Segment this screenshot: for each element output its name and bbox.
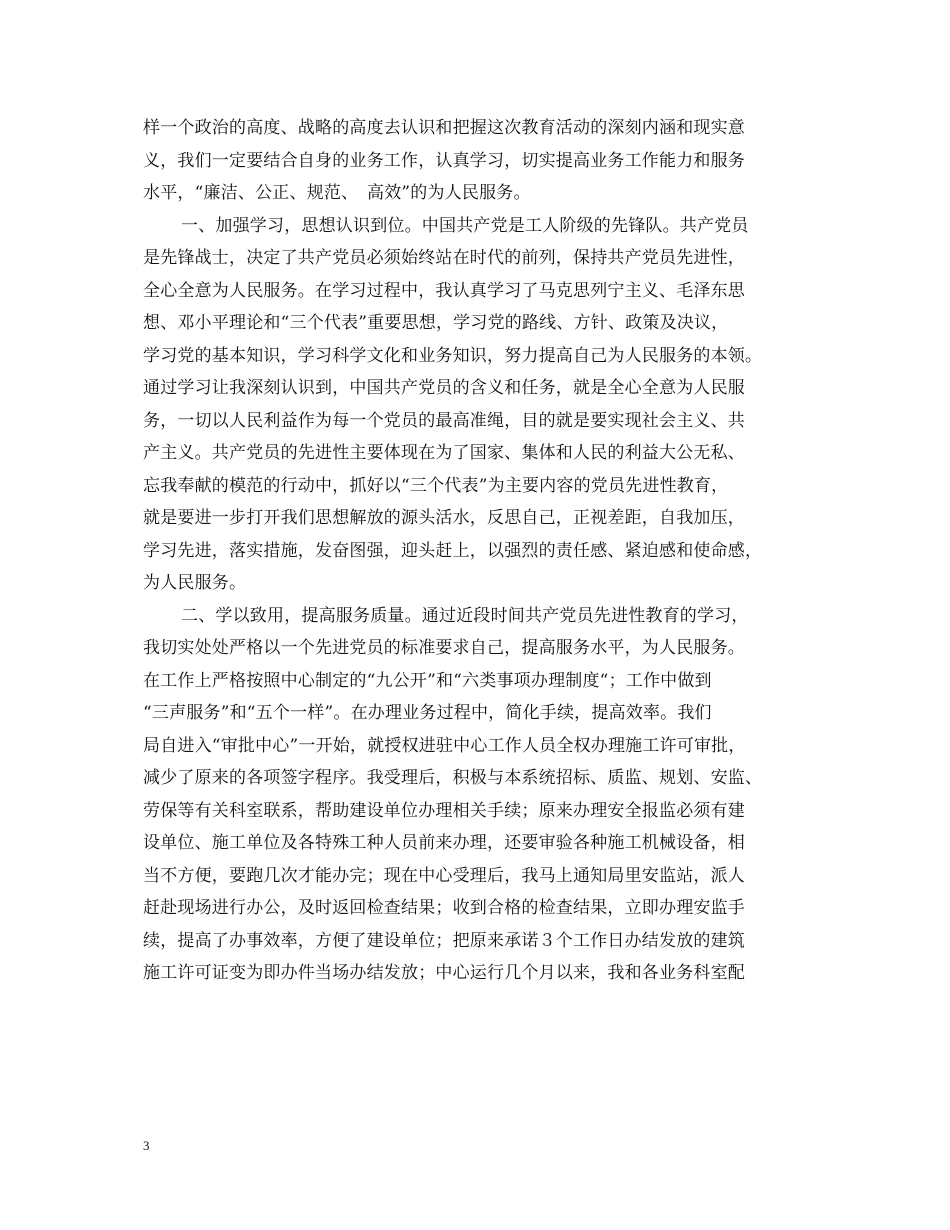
text-line: 产主义。共产党员的先进性主要体现在为了国家、集体和人民的利益大公无私、 xyxy=(143,443,745,463)
text-line: 水平，“廉洁、公正、规范、 高效”的为人民服务。 xyxy=(143,183,531,203)
text-line: 局自进入“审批中心”一开始，就授权进驻中心工作人员全权办理施工许可审批， xyxy=(143,735,746,756)
text-line: 学习党的基本知识，学习科学文化和业务知识，努力提高自己为人民服务的本领。 xyxy=(143,345,763,366)
text-line: 想、邓小平理论和“三个代表”重要思想，学习党的路线、方针、政策及决议， xyxy=(143,313,729,333)
text-line: 就是要进一步打开我们思想解放的源头活水，反思自己，正视差距，自我加压， xyxy=(143,508,745,528)
text-line: 减少了原来的各项签字程序。我受理后，积极与本系统招标、质监、规划、安监、 xyxy=(143,768,763,788)
text-line: 我切实处处严格以一个先进党员的标准要求自己，提高服务水平，为人民服务。 xyxy=(143,638,745,658)
text-line: 施工许可证变为即办件当场办结发放；中心运行几个月以来，我和各业务科室配 xyxy=(143,963,745,983)
text-line: 务，一切以人民利益作为每一个党员的最高准绳，目的就是要实现社会主义、共 xyxy=(143,410,745,431)
text-line: 劳保等有关科室联系，帮助建设单位办理相关手续；原来办理安全报监必须有建 xyxy=(143,800,745,821)
section-heading-line: 一、加强学习，思想认识到位。中国共产党是工人阶级的先锋队。共产党员 xyxy=(181,215,749,236)
text-line: 设单位、施工单位及各特殊工种人员前来办理，还要审验各种施工机械设备，相 xyxy=(143,833,745,853)
text-line: 忘我奉献的模范的行动中，抓好以“三个代表”为主要内容的党员先进性教育， xyxy=(143,475,729,496)
text-line: 当不方便，要跑几次才能办完；现在中心受理后，我马上通知局里安监站，派人 xyxy=(143,865,745,886)
text-line: 样一个政治的高度、战略的高度去认识和把握这次教育活动的深刻内涵和现实意 xyxy=(143,118,745,138)
text-line: 赶赴现场进行办公，及时返回检查结果；收到合格的检查结果，立即办理安监手 xyxy=(143,898,745,918)
text-line: 全心全意为人民服务。在学习过程中，我认真学习了马克思列宁主义、毛泽东思 xyxy=(143,280,745,301)
text-line: 学习先进，落实措施，发奋图强，迎头赶上，以强烈的责任感、紧迫感和使命感， xyxy=(143,540,763,561)
text-line: 通过学习让我深刻认识到，中国共产党员的含义和任务，就是全心全意为人民服 xyxy=(143,378,745,398)
text-line: 为人民服务。 xyxy=(143,573,247,593)
text-line: 在工作上严格按照中心制定的“九公开”和“六类事项办理制度“；工作中做到 xyxy=(143,670,712,691)
text-line: 续，提高了办事效率，方便了建设单位；把原来承诺３个工作日办结发放的建筑 xyxy=(143,930,745,951)
text-line: 义，我们一定要结合自身的业务工作，认真学习，切实提高业务工作能力和服务 xyxy=(143,150,745,171)
page-number: 3 xyxy=(143,1138,150,1153)
body-text xyxy=(143,112,805,990)
text-line: 是先锋战士，决定了共产党员必须始终站在时代的前列，保持共产党员先进性， xyxy=(143,248,745,268)
text-line: “三声服务”和“五个一样”。在办理业务过程中，简化手续，提高效率。我们 xyxy=(143,703,712,723)
section-heading-line: 二、学以致用，提高服务质量。通过近段时间共产党员先进性教育的学习， xyxy=(181,605,749,626)
